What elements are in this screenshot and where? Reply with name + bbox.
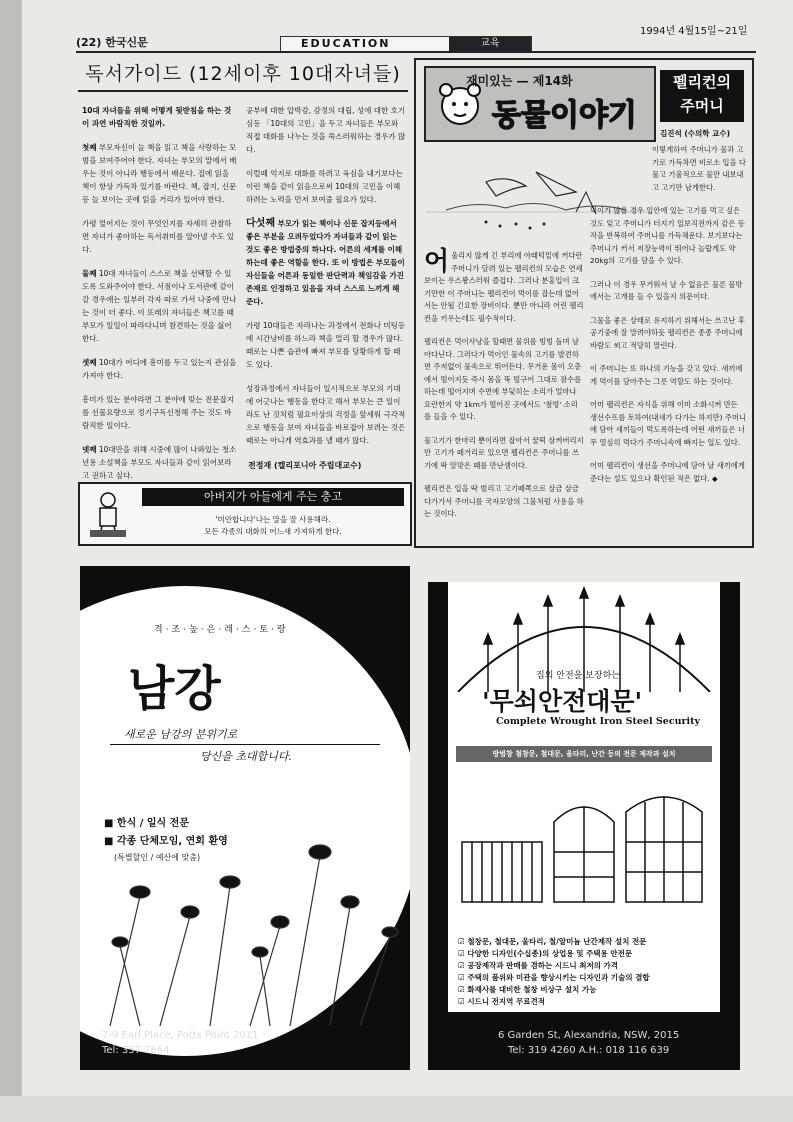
article-title: 독서가이드 (12세이후 10대자녀들) [78, 58, 408, 92]
ad-feature: ■ 한식 / 일식 전문 [104, 818, 189, 829]
paragraph: 그러나 이 경우 무거워서 날 수 없음은 물론 물밖에서는 고개를 들 수 있을지 의문이다. [590, 279, 743, 301]
article-column-2 [246, 104, 406, 458]
paragraph: 이 주머니는 또 하나의 기능을 갖고 있다. 새끼에게 먹이를 담아주는 그릇 역할도 하는 것이다. [590, 364, 743, 386]
advice-line: 모든 각종의 대화의 어느새 가져하게 한다. [204, 527, 342, 536]
doors-gates-illustration-icon [458, 782, 710, 912]
title-line: 주머니 [680, 97, 724, 115]
ad-feature: ☑ 주택의 품위와 미관을 향상시키는 디자인과 기술의 결합 [458, 973, 650, 982]
ad-feature: ☑ 공장제작과 판매를 겸하는 시드니 최저의 가격 [458, 961, 619, 970]
section-header [280, 36, 532, 52]
father-figure-icon [88, 490, 128, 538]
point-lead: 첫째 [82, 143, 97, 152]
ad-inner-panel [448, 582, 720, 1012]
paragraph: 부모가 읽는 책이나 신문 잡지등에서 좋은 부분을 오려두었다가 자녀들과 같이 읽는 것도 좋은 방법중의 하나다. 어른의 세계를 이해하는데 좋은 역할을 한다. 또 이 방법은 부모들이 자신들을 어른과 동일한 판단력과 책임감을 가진 존재로 인정하고 있음을 자녀 스스로 느끼게 해준다. [246, 219, 405, 306]
paragraph: 이렇게하여 주머니가 물과 고기로 가득차면 비로소 입을 다물고 기울적으로 물만 내보내고 고기만 남게한다. [652, 145, 746, 192]
company-name-en: Complete Wrought Iron Steel Security [495, 716, 701, 727]
issue-date: 1994년 4월15일~21일 [640, 26, 748, 37]
ad-pre-title: 집의 안전을 보장하는 [536, 671, 620, 681]
paragraph: 펠리컨은 먹이사냥을 할때면 물위를 빙빙 돌며 날아다닌다. 그러다가 먹이인 물속의 고기를 발견하면 주저없이 물속으로 뛰어든다. 무거운 몸이 오층에서 떨어지듯 즉시 몸을 뚝 떨구어 그대로 잠수를 하는데 떨어지며 수면에 부딪히는 소리가 얼마나 요란한지 약 1km가 떨어진 곳에서도 '첨벙' 소리를 들을 수 있다. [424, 337, 582, 421]
article-title [660, 70, 744, 122]
slogan-rule [110, 744, 380, 745]
paragraph: 10대가 어디에 흥미를 두고 있는지 관심을 가져야 한다. [82, 358, 237, 380]
point-lead: 다섯째 [246, 218, 275, 229]
point-lead: 둘째 [82, 269, 97, 278]
ad-feature: ☑ 철창문, 철대문, 울타리, 철/알미늄 난간제작 설치 전문 [458, 937, 647, 946]
paragraph: 공부에 대한 압박감, 감정의 대립, 성에 대한 호기심등 「10대의 고민」을 두고 자녀들은 부모와 직접 대화를 나누는 것을 쑥스러워하는 경우가 많다. [246, 106, 406, 154]
restaurant-name: 남강 [128, 661, 221, 717]
ad-service-strip: 방범창 철창문, 철대문, 울타리, 난간 등의 전문 제작과 설치 [456, 746, 712, 762]
reading-guide-article [78, 58, 408, 546]
ad-address: 7-9 Earl Place, Potts Point 2011 [102, 1030, 259, 1041]
article-author: 김진석 (수의학 교수) [660, 129, 731, 138]
article-column-2 [590, 144, 746, 496]
series-banner [424, 66, 656, 142]
scan-bottom-edge [0, 1096, 793, 1122]
section-label-en: EDUCATION [301, 37, 391, 50]
paragraph: 10대만을 위해 시중에 많이 나와있는 청소년용 소설책을 부모도 자녀들과 같이 읽어보라고 권하고 싶다. [82, 445, 237, 480]
paragraph: 어미 펠리컨이 생선을 주머니에 담아 날 새끼에게 준다는 설도 있으나 확인된 적은 없다. ◆ [590, 461, 745, 483]
paragraph: 이럴때 억지로 대화를 하려고 육심을 내기보다는 이런 책을 같이 읽음으로써 10대의 고민을 이해하려는 노력을 먼저 보여줄 필요가 있다. [246, 169, 403, 204]
animal-story-article [414, 58, 754, 548]
paragraph: 울리지 않게 긴 부리에 아래턱밑에 커다란 주머니가 달려 있는 펠리컨의 모습은 연세보이는 우스꽝스러워 즐겁다. 그러나 분홍입이 크기만한 이 주머니는 펠리컨이 먹이를 잡는데 없어서는 안될 긴요한 장비이다. 뿐만 아니라 어린 펠리컨을 키우는데도 필수적이다. [424, 251, 584, 323]
ad-phone: Tel: 319 4260 A.H.: 018 116 639 [507, 1045, 670, 1056]
paragraph: 10대 자녀들이 스스로 책을 선택할 수 있도록 도와주어야 한다. 서점이나 도서관에 같이 갈 경우에는 일부러 각자 따로 가서 나중에 만나는 것이 더 좋다. 이 또래의 자녀들은 책고를 때 부모가 일일이 따라다니며 참견하는 것을 싫어한다. [82, 269, 237, 343]
article-author: 전정재 (캘리포니아 주립대교수) [248, 461, 362, 470]
paragraph: 가령 10대들은 자라나는 과정에서 전화나 미팅등에 시간낭비를 하느라 책을 멀리 할 경우가 많다. 때로는 나쁜 습관에 빠져 부모를 당황하게 할 때도 있다. [246, 321, 406, 369]
drop-cap: 어 [424, 247, 450, 277]
ad-address: 6 Garden St, Alexandria, NSW, 2015 [498, 1030, 680, 1041]
ad-slogan: 새로운 남강의 분위기로 [124, 728, 238, 741]
ad-contact [498, 1028, 679, 1058]
paragraph: 흥미가 있는 분야라면 그 분야에 맞는 전문잡지를 선물요량으로 정기구독신청해 주는 것도 바람직한 일이다. [82, 395, 234, 430]
ad-feature: ☑ 화재사를 대비한 철창 비상구 설치 가능 [458, 985, 597, 994]
flowers-illustration-icon [80, 796, 410, 1026]
advice-box [78, 482, 412, 546]
paragraph: 먹이가 많을 경우 입안에 있는 고기를 먹고 싶은 것도 잊고 주머니가 터지기 일보직전까지 같은 동작을 반복하여 주머니를 가득채운다. 보기보다는 주머니가 커서 저장능력이 뛰어나 놀랍게도 약 20kg의 고기를 담을 수 있다. [590, 206, 745, 265]
ad-feature: ☑ 다양한 디자인(수십종)의 상업용 및 주택용 안전문 [458, 949, 633, 958]
company-name: '무쇠안전대문' [482, 687, 643, 716]
advice-text [142, 514, 404, 538]
restaurant-ad [80, 566, 410, 1070]
title-line: 펠리컨의 [673, 73, 731, 91]
paragraph: 그물을 좋은 상태로 유지하기 위해서는 쓰고난 후 공기중에 잘 말려야하듯 펠리컨은 종종 주머니에 바람도 쐬고 적당히 말린다. [590, 315, 745, 350]
point-lead: 넷째 [82, 445, 97, 454]
article-column-1 [82, 104, 238, 493]
ad-contact [102, 1028, 258, 1058]
ad-feature: ■ 각종 단체모임, 연회 환영 [104, 836, 228, 847]
section-label-ko: 교육 [449, 37, 531, 51]
paragraph: 성장과정에서 자녀들이 일시적으로 부모의 기대에 어긋나는 행동을 한다고 해서 부모는 큰 일이라도 난 것처럼 필요이상의 걱정을 앞세워 극각적으로 행동을 보여 자녀들을 바로잡아 보려는 것은 때로는 아니게 역효과를 낼 때가 많다. [246, 384, 406, 445]
paragraph: 가령 엎어지는 것이 무엇인지를 자세히 관찰하면 자녀가 좋아하는 독서취미를 알아낼 수도 있다. [82, 219, 234, 254]
scan-edge [0, 0, 22, 1122]
ad-tagline: 격·조·높·은·레·스·토·랑 [154, 625, 289, 635]
header-rule [76, 51, 756, 53]
article-lede: 10대 자녀들을 위해 어떻게 뒷받침을 하는 것이 과연 바람직한 것일까. [82, 106, 232, 128]
paragraph: 어미 펠리컨은 자식을 위해 이미 소화시켜 만든 생선수프를 토하여(내새가 다가는 하지만) 주머니에 담아 새끼들이 먹도록하는데 어떤 새끼들은 너무 열심히 먹다가 주머니속에 빠지는 일도 있다. [590, 400, 746, 447]
point-lead: 셋째 [82, 358, 97, 367]
ad-feature-note: (특별할인 / 예산에 맞춤) [114, 853, 201, 862]
advice-title: 아버지가 아들에게 주는 충고 [142, 488, 404, 506]
paragraph: 펠리컨은 입을 딱 벌리고 고기떼쪽으로 살금 살금 다가가서 주머니를 국자모양의 그물처럼 사용을 하는 것이다. [424, 484, 584, 518]
paragraph: 물고기가 한마리 뿐이라면 잡아서 꿀떡 삼켜버리지만 고기가 떼거리로 있으면 펠리컨은 주머니를 쓰기에 딱 알맞은 때를 만난셈이다. [424, 435, 584, 470]
page-label: (22) 한국신문 [76, 36, 148, 49]
ad-feature: ☑ 시드니 전지역 무료견적 [458, 997, 546, 1006]
advice-line: '미안합니다'나는 말을 잘 사용해라. [215, 515, 331, 524]
ad-slogan: 당신을 초대합니다. [200, 750, 293, 763]
ad-phone: Tel: 357 7664 [102, 1045, 170, 1056]
article-column-1 [424, 247, 584, 532]
paragraph: 부모자신이 늘 책을 읽고 책을 사랑하는 모범을 보여주어야 한다. 자녀는 부모의 말에서 배우는 것이 아니라 행동에서 배운다. 집에 읽을 책이 항상 가득차 있기를 바란다. 책, 잡지, 신문등 늘 보이는 곳에 읽을 거리가 있어야 한다. [82, 143, 237, 204]
security-door-ad [428, 582, 740, 1070]
series-title: 동물이야기 [492, 98, 637, 133]
series-label: 재미있는 — 제14화 [466, 74, 573, 88]
